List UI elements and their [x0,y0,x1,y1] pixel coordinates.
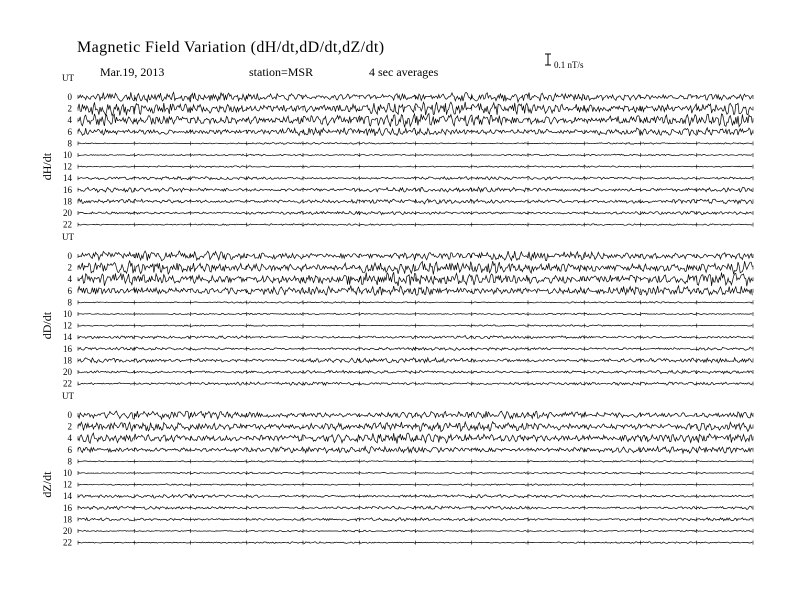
trace-dd-dt-2ut [78,261,752,275]
row-label-14ut: 14 [63,173,72,184]
trace-dz-dt-10ut [78,472,752,474]
trace-dd-dt-16ut [78,347,752,350]
row-label-4ut: 4 [67,433,72,444]
trace-dh-dt-18ut [78,199,752,204]
trace-dh-dt-22ut [78,224,752,226]
trace-dh-dt-14ut [78,177,752,180]
row-label-10ut: 10 [63,150,72,160]
row-label-6ut: 6 [67,126,72,137]
trace-dd-dt-14ut [78,336,752,339]
trace-dd-dt-22ut [78,382,752,385]
row-label-16ut: 16 [63,343,72,354]
trace-dd-dt-18ut [78,358,752,363]
trace-dh-dt-6ut [78,128,752,136]
trace-dz-dt-2ut [78,422,752,432]
panel-label-dh-dt: dH/dt [40,152,54,181]
trace-dh-dt-8ut [78,143,752,145]
row-label-18ut: 18 [63,196,72,207]
row-label-8ut: 8 [67,456,72,467]
trace-dd-dt-4ut [78,272,752,286]
date-label: Mar.19, 2013 [100,65,165,79]
row-label-18ut: 18 [63,514,72,525]
averaging-label: 4 sec averages [369,65,439,79]
trace-dh-dt-0ut [78,92,752,102]
row-label-2ut: 2 [67,103,72,114]
row-label-8ut: 8 [67,138,72,149]
time-axis-label-dh-dt: UT [62,73,74,83]
trace-dd-dt-10ut [78,313,752,315]
trace-dh-dt-16ut [78,187,752,192]
trace-dd-dt-0ut [78,251,752,261]
trace-dd-dt-6ut [78,286,752,296]
row-label-2ut: 2 [67,262,72,273]
row-label-0ut: 0 [67,410,72,420]
row-label-22ut: 22 [63,537,72,548]
row-label-10ut: 10 [63,468,72,478]
row-label-4ut: 4 [67,274,72,285]
row-label-20ut: 20 [63,526,72,536]
row-label-22ut: 22 [63,378,72,389]
time-axis-label-dz-dt: UT [62,391,74,401]
trace-dz-dt-20ut [78,530,752,532]
trace-dd-dt-8ut [78,302,752,304]
scale-bar-label: 0.1 nT/s [554,60,584,70]
row-label-22ut: 22 [63,219,72,230]
trace-dz-dt-4ut [78,433,752,443]
row-label-12ut: 12 [63,479,72,490]
trace-dd-dt-20ut [78,370,752,373]
row-label-0ut: 0 [67,251,72,261]
station-label: station=MSR [249,65,314,79]
trace-dz-dt-16ut [78,506,752,509]
row-label-16ut: 16 [63,502,72,513]
row-label-16ut: 16 [63,184,72,195]
row-label-12ut: 12 [63,161,72,172]
row-label-4ut: 4 [67,115,72,126]
row-label-18ut: 18 [63,355,72,366]
trace-dd-dt-12ut [78,325,752,327]
trace-dh-dt-12ut [78,166,752,168]
trace-dh-dt-20ut [78,211,752,215]
row-label-6ut: 6 [67,444,72,455]
row-label-10ut: 10 [63,309,72,319]
row-label-20ut: 20 [63,367,72,377]
chart-title: Magnetic Field Variation (dH/dt,dD/dt,dZ/dt) [77,39,385,56]
trace-dz-dt-12ut [78,484,752,486]
row-label-0ut: 0 [67,92,72,102]
row-label-6ut: 6 [67,285,72,296]
row-label-14ut: 14 [63,332,72,343]
trace-dh-dt-10ut [78,154,752,156]
row-label-12ut: 12 [63,320,72,331]
trace-dz-dt-18ut [78,518,752,521]
trace-dh-dt-2ut [78,102,752,116]
trace-dz-dt-22ut [78,542,752,544]
trace-dz-dt-14ut [78,495,752,499]
time-axis-label-dd-dt: UT [62,232,74,242]
row-label-20ut: 20 [63,208,72,218]
row-label-2ut: 2 [67,421,72,432]
trace-dh-dt-4ut [78,114,752,128]
row-label-8ut: 8 [67,297,72,308]
trace-dz-dt-0ut [78,411,752,419]
row-label-14ut: 14 [63,491,72,502]
trace-dz-dt-6ut [78,447,752,454]
trace-dz-dt-8ut [78,461,752,463]
panel-label-dz-dt: dZ/dt [40,471,54,498]
panel-label-dd-dt: dD/dt [40,311,54,340]
